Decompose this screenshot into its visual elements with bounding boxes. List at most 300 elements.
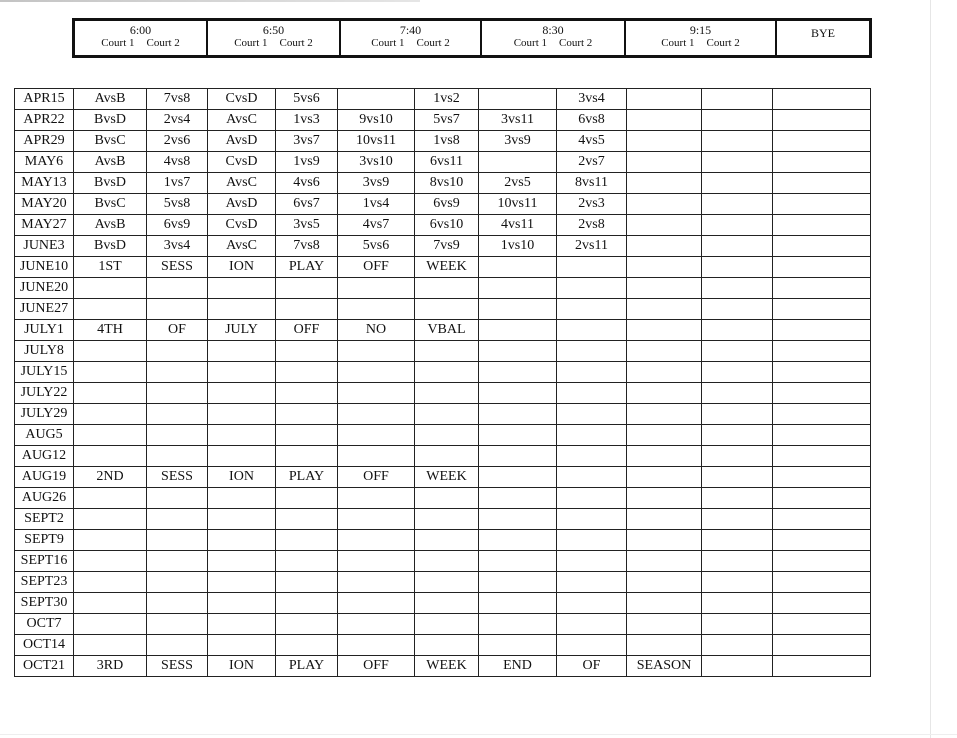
match-cell: AvsC [208,110,276,131]
schedule-row [15,656,871,677]
match-cell: AvsB [74,152,147,173]
match-cell [702,236,773,257]
time-slot-650 [208,21,341,55]
match-cell [338,299,415,320]
date-cell: AUG5 [15,425,74,446]
date-cell: AUG12 [15,446,74,467]
schedule-row [15,467,871,488]
match-cell [702,299,773,320]
match-cell [415,593,479,614]
match-cell [627,89,702,110]
match-cell: BvsD [74,236,147,257]
match-cell [147,572,208,593]
match-cell: 2vs11 [557,236,627,257]
date-cell: AUG19 [15,467,74,488]
match-cell [74,551,147,572]
court-2-label: Court 2 [279,37,313,49]
match-cell [74,383,147,404]
match-cell [415,614,479,635]
schedule-row [15,89,871,110]
match-cell: 6vs9 [147,215,208,236]
match-cell [479,488,557,509]
date-cell: APR22 [15,110,74,131]
match-cell [773,131,871,152]
match-cell [479,467,557,488]
match-cell: 3vs5 [276,215,338,236]
match-cell [773,383,871,404]
match-cell [479,593,557,614]
time-slot-header [72,18,872,58]
match-cell: 1vs3 [276,110,338,131]
match-cell [147,551,208,572]
match-cell [147,404,208,425]
schedule-row [15,404,871,425]
match-cell [276,509,338,530]
match-cell [415,509,479,530]
match-cell [338,278,415,299]
match-cell [557,488,627,509]
match-cell [338,89,415,110]
match-cell [147,530,208,551]
match-cell [627,194,702,215]
match-cell [276,551,338,572]
match-cell [74,572,147,593]
match-cell [147,446,208,467]
match-cell: 6vs8 [557,110,627,131]
match-cell [557,425,627,446]
match-cell: AvsB [74,215,147,236]
match-cell: 9vs10 [338,110,415,131]
match-cell [627,488,702,509]
date-cell: JUNE27 [15,299,74,320]
match-cell: OF [147,320,208,341]
match-cell [702,362,773,383]
match-cell [74,446,147,467]
match-cell [627,320,702,341]
date-cell: OCT21 [15,656,74,677]
match-cell: 2vs3 [557,194,627,215]
match-cell: CvsD [208,89,276,110]
match-cell [479,509,557,530]
time-slot-915 [626,21,777,55]
match-cell [702,404,773,425]
match-cell [627,299,702,320]
match-cell: ION [208,467,276,488]
match-cell [147,635,208,656]
match-cell: AvsB [74,89,147,110]
match-cell: 6vs10 [415,215,479,236]
match-cell [415,530,479,551]
match-cell [479,551,557,572]
schedule-row [15,614,871,635]
match-cell: WEEK [415,656,479,677]
time-slot-740 [341,21,482,55]
match-cell [557,635,627,656]
match-cell [338,425,415,446]
match-cell: 4vs5 [557,131,627,152]
match-cell: 3vs10 [338,152,415,173]
match-cell [557,614,627,635]
match-cell [702,530,773,551]
match-cell [773,320,871,341]
match-cell: 1vs7 [147,173,208,194]
match-cell [415,299,479,320]
match-cell: 1vs9 [276,152,338,173]
date-cell: MAY13 [15,173,74,194]
match-cell: 6vs9 [415,194,479,215]
match-cell [627,404,702,425]
match-cell: WEEK [415,257,479,278]
match-cell [147,362,208,383]
schedule-row [15,257,871,278]
match-cell: 2vs5 [479,173,557,194]
match-cell [74,299,147,320]
match-cell [479,278,557,299]
match-cell: PLAY [276,257,338,278]
match-cell: 3vs4 [557,89,627,110]
match-cell: CvsD [208,215,276,236]
schedule-row [15,572,871,593]
match-cell [627,341,702,362]
match-cell [627,593,702,614]
schedule-row [15,320,871,341]
match-cell [479,635,557,656]
match-cell [557,509,627,530]
match-cell: 3RD [74,656,147,677]
match-cell [147,299,208,320]
match-cell: 8vs11 [557,173,627,194]
court-1-label: Court 1 [661,37,695,49]
schedule-row [15,110,871,131]
match-cell [479,257,557,278]
match-cell: ION [208,656,276,677]
match-cell [479,320,557,341]
match-cell [415,383,479,404]
schedule-row [15,635,871,656]
match-cell [276,425,338,446]
court-1-label: Court 1 [101,37,135,49]
match-cell [147,614,208,635]
match-cell [702,551,773,572]
match-cell [74,404,147,425]
match-cell [702,110,773,131]
schedule-row [15,530,871,551]
match-cell [627,614,702,635]
match-cell [702,593,773,614]
match-cell [276,278,338,299]
match-cell [147,593,208,614]
match-cell: OFF [338,257,415,278]
date-cell: MAY27 [15,215,74,236]
match-cell [74,278,147,299]
match-cell: BvsD [74,173,147,194]
match-cell [773,509,871,530]
match-cell [147,488,208,509]
match-cell [208,572,276,593]
match-cell [702,131,773,152]
match-cell [702,467,773,488]
match-cell: 8vs10 [415,173,479,194]
match-cell [627,383,702,404]
match-cell [479,530,557,551]
match-cell [147,425,208,446]
match-cell: 5vs6 [338,236,415,257]
date-cell: JUNE20 [15,278,74,299]
match-cell [276,593,338,614]
match-cell [702,635,773,656]
match-cell [627,635,702,656]
match-cell [208,425,276,446]
slot-time: 9:15 [689,23,712,37]
match-cell: BvsC [74,131,147,152]
match-cell [276,572,338,593]
match-cell [773,530,871,551]
match-cell [415,446,479,467]
match-cell [627,446,702,467]
match-cell: 2vs7 [557,152,627,173]
match-cell: 4vs6 [276,173,338,194]
schedule-row [15,194,871,215]
match-cell: AvsC [208,173,276,194]
match-cell [479,383,557,404]
match-cell: VBAL [415,320,479,341]
match-cell [557,341,627,362]
match-cell [276,299,338,320]
match-cell: 2vs8 [557,215,627,236]
match-cell: 5vs6 [276,89,338,110]
match-cell [773,194,871,215]
match-cell [702,320,773,341]
date-cell: OCT14 [15,635,74,656]
match-cell [276,383,338,404]
date-cell: MAY6 [15,152,74,173]
match-cell [627,467,702,488]
match-cell [627,131,702,152]
court-2-label: Court 2 [416,37,450,49]
match-cell [479,89,557,110]
match-cell [773,110,871,131]
match-cell [208,446,276,467]
match-cell [773,656,871,677]
match-cell [276,488,338,509]
match-cell [415,404,479,425]
match-cell [74,635,147,656]
schedule-row [15,446,871,467]
match-cell [338,593,415,614]
match-cell [773,362,871,383]
match-cell [74,341,147,362]
match-cell [208,362,276,383]
date-cell: JULY15 [15,362,74,383]
match-cell [702,257,773,278]
match-cell [276,341,338,362]
schedule-row [15,425,871,446]
date-cell: AUG26 [15,488,74,509]
date-cell: APR15 [15,89,74,110]
match-cell [773,551,871,572]
match-cell: 5vs7 [415,110,479,131]
date-cell: SEPT9 [15,530,74,551]
match-cell [557,278,627,299]
date-cell: SEPT23 [15,572,74,593]
match-cell [208,278,276,299]
bye-column-header [777,21,869,55]
schedule-row [15,278,871,299]
match-cell: 3vs7 [276,131,338,152]
match-cell [702,446,773,467]
match-cell [338,635,415,656]
match-cell [557,320,627,341]
match-cell: AvsD [208,131,276,152]
schedule-row [15,551,871,572]
match-cell [773,257,871,278]
match-cell [627,572,702,593]
match-cell [208,341,276,362]
match-cell [479,614,557,635]
date-cell: JUNE3 [15,236,74,257]
match-cell [147,509,208,530]
match-cell [74,593,147,614]
court-2-label: Court 2 [559,37,593,49]
match-cell [415,425,479,446]
match-cell [479,572,557,593]
date-cell: SEPT16 [15,551,74,572]
schedule-row [15,341,871,362]
match-cell: AvsC [208,236,276,257]
match-cell: 10vs11 [338,131,415,152]
match-cell [702,488,773,509]
match-cell: OFF [276,320,338,341]
match-cell: WEEK [415,467,479,488]
match-cell: 1vs4 [338,194,415,215]
schedule-row [15,593,871,614]
date-cell: SEPT30 [15,593,74,614]
match-cell [773,173,871,194]
date-cell: OCT7 [15,614,74,635]
match-cell: JULY [208,320,276,341]
match-cell: OFF [338,467,415,488]
match-cell [276,446,338,467]
match-cell [208,635,276,656]
match-cell [557,593,627,614]
match-cell: CvsD [208,152,276,173]
match-cell [479,362,557,383]
match-cell [627,530,702,551]
match-cell: 2vs4 [147,110,208,131]
court-1-label: Court 1 [513,37,547,49]
match-cell: PLAY [276,656,338,677]
date-cell: SEPT2 [15,509,74,530]
match-cell [479,152,557,173]
match-cell [479,299,557,320]
match-cell [208,509,276,530]
match-cell [208,551,276,572]
match-cell: BvsC [74,194,147,215]
match-cell [276,635,338,656]
schedule-row [15,152,871,173]
schedule-row [15,215,871,236]
match-cell: 10vs11 [479,194,557,215]
match-cell: 1ST [74,257,147,278]
date-cell: JULY22 [15,383,74,404]
match-cell [276,362,338,383]
match-cell [74,362,147,383]
slot-time: 6:00 [129,23,152,37]
schedule-row [15,488,871,509]
match-cell [627,173,702,194]
match-cell [702,425,773,446]
schedule-row [15,131,871,152]
court-1-label: Court 1 [234,37,268,49]
match-cell [702,152,773,173]
match-cell [702,509,773,530]
match-cell [276,404,338,425]
match-cell [773,467,871,488]
match-cell [702,614,773,635]
match-cell [627,152,702,173]
match-cell [627,236,702,257]
match-cell [773,152,871,173]
match-cell [557,467,627,488]
match-cell [627,215,702,236]
match-cell [208,299,276,320]
match-cell [773,215,871,236]
match-cell: 1vs2 [415,89,479,110]
match-cell [74,614,147,635]
match-cell: 3vs9 [338,173,415,194]
match-cell: PLAY [276,467,338,488]
match-cell: SESS [147,257,208,278]
match-cell [627,278,702,299]
court-1-label: Court 1 [371,37,405,49]
date-cell: JULY8 [15,341,74,362]
match-cell: 6vs11 [415,152,479,173]
match-cell: 1vs8 [415,131,479,152]
match-cell: SESS [147,467,208,488]
match-cell [557,530,627,551]
match-cell: SESS [147,656,208,677]
scan-artifact-top [0,0,420,2]
match-cell [627,257,702,278]
scan-artifact-right [930,0,931,738]
match-cell [773,488,871,509]
match-cell: 1vs10 [479,236,557,257]
match-cell [627,509,702,530]
match-cell: 2vs6 [147,131,208,152]
match-cell: 7vs8 [276,236,338,257]
schedule-row [15,236,871,257]
match-cell: SEASON [627,656,702,677]
match-cell: END [479,656,557,677]
time-slot-600 [75,21,208,55]
match-cell [479,404,557,425]
match-cell: 5vs8 [147,194,208,215]
match-cell [702,572,773,593]
slot-time: 6:50 [262,23,285,37]
match-cell: OFF [338,656,415,677]
schedule-body [15,89,871,677]
match-cell [702,89,773,110]
match-cell [479,446,557,467]
match-cell [147,383,208,404]
match-cell: 2ND [74,467,147,488]
match-cell [415,362,479,383]
match-cell [74,425,147,446]
match-cell [415,635,479,656]
match-cell [773,236,871,257]
match-cell: 4vs8 [147,152,208,173]
match-cell [773,425,871,446]
